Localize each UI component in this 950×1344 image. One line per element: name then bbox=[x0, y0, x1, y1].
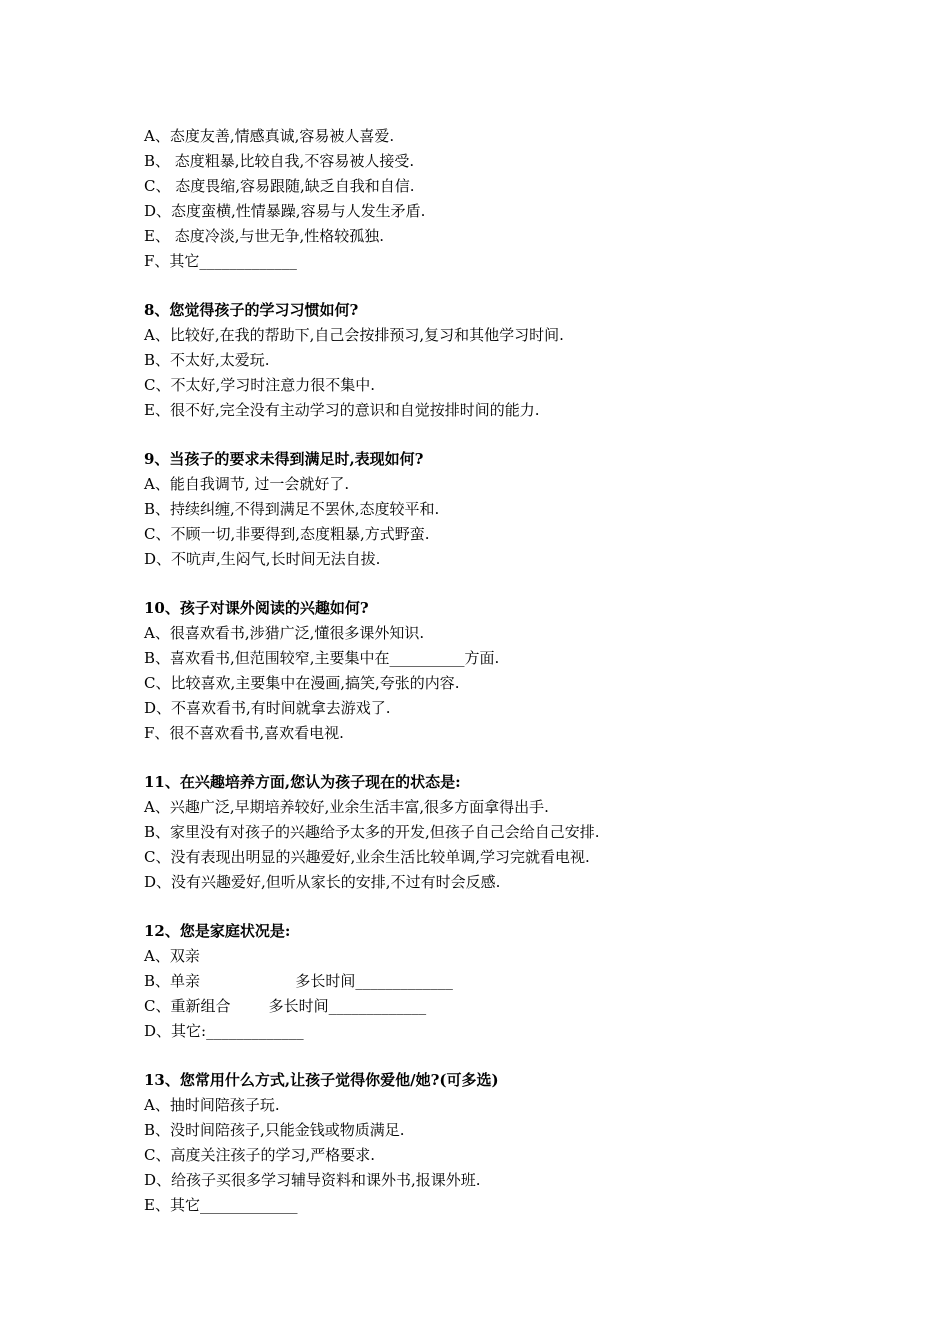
question-9 bbox=[144, 447, 844, 572]
option-10c: C、比较喜欢,主要集中在漫画,搞笑,夸张的内容. bbox=[144, 674, 460, 692]
spacer bbox=[144, 746, 844, 770]
option-10d: D、不喜欢看书,有时间就拿去游戏了. bbox=[144, 699, 391, 717]
option-11a: A、兴趣广泛,早期培养较好,业余生活丰富,很多方面拿得出手. bbox=[144, 798, 549, 816]
option-10f: F、很不喜欢看书,喜欢看电视. bbox=[144, 724, 344, 742]
question-13-title: 13、您常用什么方式,让孩子觉得你爱他/她?(可多选) bbox=[144, 1071, 499, 1089]
option-7f: F、其它_____________ bbox=[144, 252, 297, 270]
option-7c: C、 态度畏缩,容易跟随,缺乏自我和自信. bbox=[144, 177, 415, 195]
questionnaire bbox=[144, 124, 844, 1218]
option-7b: B、 态度粗暴,比较自我,不容易被人接受. bbox=[144, 152, 415, 170]
question-9-title: 9、当孩子的要求未得到满足时,表现如何? bbox=[144, 450, 424, 468]
option-12c: C、重新组合 多长时间_____________ bbox=[144, 997, 427, 1015]
option-8c: C、不太好,学习时注意力很不集中. bbox=[144, 376, 376, 394]
spacer bbox=[144, 572, 844, 596]
spacer bbox=[144, 895, 844, 919]
option-7e: E、 态度冷淡,与世无争,性格较孤独. bbox=[144, 227, 385, 245]
option-10a: A、很喜欢看书,涉猎广泛,懂很多课外知识. bbox=[144, 624, 425, 642]
option-9d: D、不吭声,生闷气,长时间无法自拔. bbox=[144, 550, 381, 568]
option-13e: E、其它_____________ bbox=[144, 1196, 298, 1214]
option-9a: A、能自我调节, 过一会就好了. bbox=[144, 475, 350, 493]
spacer bbox=[144, 1044, 844, 1068]
option-13b: B、没时间陪孩子,只能金钱或物质满足. bbox=[144, 1121, 405, 1139]
question-8-title: 8、您觉得孩子的学习习惯如何? bbox=[144, 301, 359, 319]
option-7a: A、态度友善,情感真诚,容易被人喜爱. bbox=[144, 127, 395, 145]
question-12 bbox=[144, 919, 844, 1044]
question-7-options bbox=[144, 124, 844, 274]
option-10b: B、喜欢看书,但范围较窄,主要集中在__________方面. bbox=[144, 649, 500, 667]
option-9b: B、持续纠缠,不得到满足不罢休,态度较平和. bbox=[144, 500, 440, 518]
option-13d: D、给孩子买很多学习辅导资料和课外书,报课外班. bbox=[144, 1171, 481, 1189]
question-11-title: 11、在兴趣培养方面,您认为孩子现在的状态是: bbox=[144, 773, 461, 791]
question-10-title: 10、孩子对课外阅读的兴趣如何? bbox=[144, 599, 369, 617]
option-11c: C、没有表现出明显的兴趣爱好,业余生活比较单调,学习完就看电视. bbox=[144, 848, 590, 866]
option-8a: A、比较好,在我的帮助下,自己会按排预习,复习和其他学习时间. bbox=[144, 326, 564, 344]
option-12b: B、单亲 多长时间_____________ bbox=[144, 972, 453, 990]
spacer bbox=[144, 423, 844, 447]
option-8e: E、很不好,完全没有主动学习的意识和自觉按排时间的能力. bbox=[144, 401, 540, 419]
question-10 bbox=[144, 596, 844, 746]
option-12d: D、其它:_____________ bbox=[144, 1022, 304, 1040]
question-8 bbox=[144, 298, 844, 423]
option-7d: D、态度蛮横,性情暴躁,容易与人发生矛盾. bbox=[144, 202, 426, 220]
option-11b: B、家里没有对孩子的兴趣给予太多的开发,但孩子自己会给自己安排. bbox=[144, 823, 600, 841]
option-12a: A、双亲 bbox=[144, 947, 200, 965]
option-8b: B、不太好,太爱玩. bbox=[144, 351, 270, 369]
option-9c: C、不顾一切,非要得到,态度粗暴,方式野蛮. bbox=[144, 525, 430, 543]
option-13c: C、高度关注孩子的学习,严格要求. bbox=[144, 1146, 376, 1164]
option-11d: D、没有兴趣爱好,但听从家长的安排,不过有时会反感. bbox=[144, 873, 501, 891]
question-13 bbox=[144, 1068, 844, 1218]
question-11 bbox=[144, 770, 844, 895]
spacer bbox=[144, 274, 844, 298]
option-13a: A、抽时间陪孩子玩. bbox=[144, 1096, 280, 1114]
question-12-title: 12、您是家庭状况是: bbox=[144, 922, 291, 940]
